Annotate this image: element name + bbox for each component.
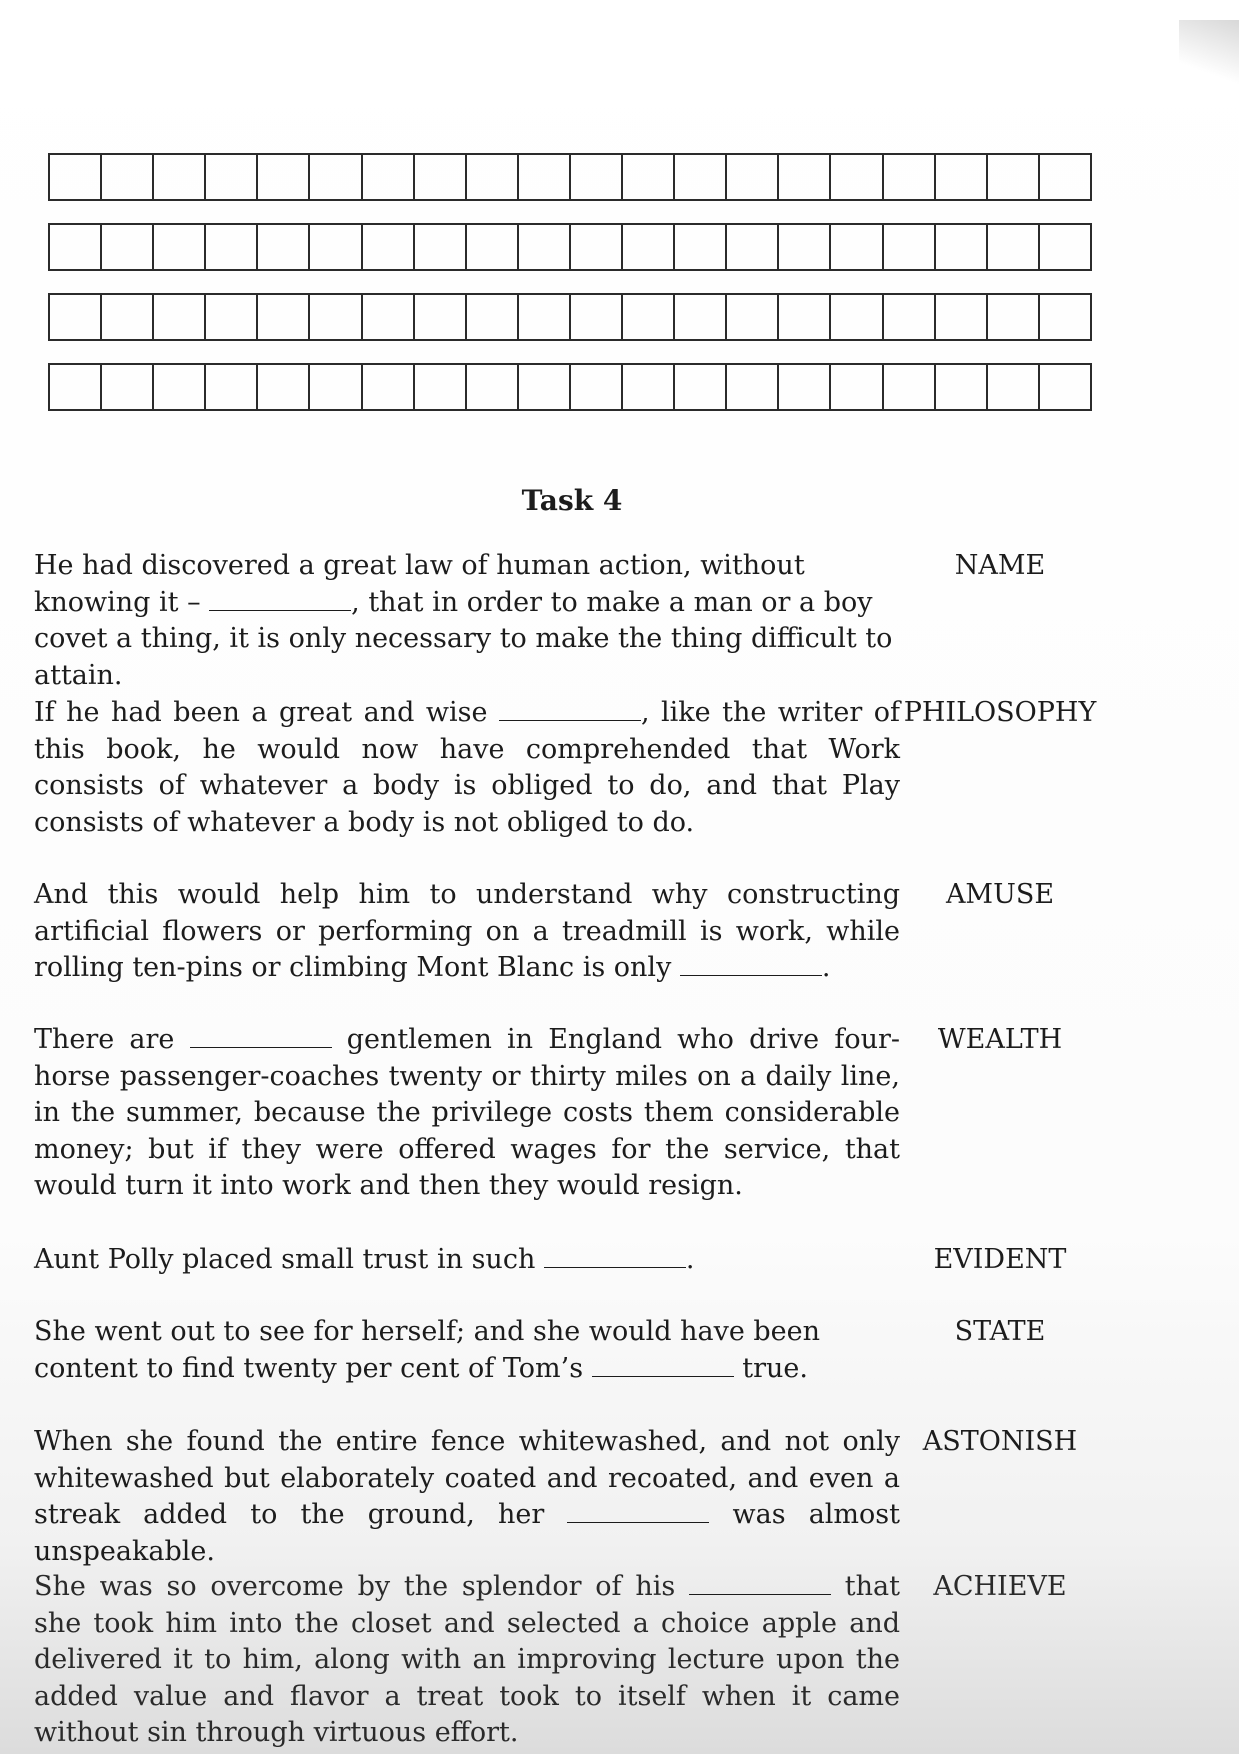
answer-grid-cell[interactable] bbox=[519, 225, 571, 269]
answer-blank[interactable] bbox=[544, 1243, 686, 1268]
answer-grid-row-2[interactable] bbox=[48, 223, 1092, 271]
answer-grid-cell[interactable] bbox=[884, 225, 936, 269]
answer-grid-cell[interactable] bbox=[936, 225, 988, 269]
answer-grid-cell[interactable] bbox=[779, 155, 831, 199]
answer-grid-cell[interactable] bbox=[363, 295, 415, 339]
answer-grid-row-3[interactable] bbox=[48, 293, 1092, 341]
answer-grid-cell[interactable] bbox=[102, 155, 154, 199]
answer-grid-cell[interactable] bbox=[623, 225, 675, 269]
answer-grid-cell[interactable] bbox=[467, 365, 519, 409]
stem-word: EVIDENT bbox=[933, 1244, 1067, 1275]
answer-blank[interactable] bbox=[680, 951, 822, 976]
answer-grid-cell[interactable] bbox=[154, 155, 206, 199]
stem-word: AMUSE bbox=[945, 879, 1055, 910]
answer-grid-cell[interactable] bbox=[310, 365, 362, 409]
answer-grid-cell[interactable] bbox=[206, 225, 258, 269]
answer-grid-cell[interactable] bbox=[884, 365, 936, 409]
answer-grid-cell[interactable] bbox=[519, 155, 571, 199]
answer-grid-cell[interactable] bbox=[1040, 225, 1090, 269]
answer-grid-cell[interactable] bbox=[623, 365, 675, 409]
answer-grid-cell[interactable] bbox=[102, 295, 154, 339]
answer-blank[interactable] bbox=[567, 1498, 709, 1523]
answer-grid-cell[interactable] bbox=[1040, 155, 1090, 199]
answer-grid-cell[interactable] bbox=[206, 295, 258, 339]
answer-grid-cell[interactable] bbox=[363, 365, 415, 409]
item-text: He had discovered a great law of human action, without knowing it – , that in order to make a man or a boy covet a thing, it is only necessary to make the thing difficult to attain. bbox=[34, 550, 893, 691]
answer-grid-cell[interactable] bbox=[988, 295, 1040, 339]
answer-grid-row-1[interactable] bbox=[48, 153, 1092, 201]
answer-grid-cell[interactable] bbox=[779, 295, 831, 339]
answer-grid-cell[interactable] bbox=[727, 365, 779, 409]
answer-grid-cell[interactable] bbox=[988, 225, 1040, 269]
answer-grid-cell[interactable] bbox=[936, 155, 988, 199]
answer-grid-cell[interactable] bbox=[571, 365, 623, 409]
stem-word: PHILOSOPHY bbox=[903, 697, 1097, 728]
answer-grid-cell[interactable] bbox=[363, 225, 415, 269]
answer-grid-cell[interactable] bbox=[467, 225, 519, 269]
answer-grid-cell[interactable] bbox=[727, 295, 779, 339]
answer-grid-cell[interactable] bbox=[727, 155, 779, 199]
answer-blank[interactable] bbox=[190, 1023, 332, 1048]
answer-grid-cell[interactable] bbox=[415, 365, 467, 409]
answer-grid-cell[interactable] bbox=[258, 155, 310, 199]
answer-grid-cell[interactable] bbox=[258, 225, 310, 269]
answer-grid-cell[interactable] bbox=[519, 365, 571, 409]
stem-word: ASTONISH bbox=[922, 1426, 1078, 1457]
item-text: She was so overcome by the splendor of his that she took him into the closet and selected a choice apple and delivered it to him, along with an improving lecture upon the added value and flavor a treat took to itself when it came without sin through virtuous effort. bbox=[34, 1571, 900, 1748]
answer-grid-cell[interactable] bbox=[206, 155, 258, 199]
item-text: When she found the entire fence whitewashed, and not only whitewashed but elaborately coated and recoated, and even a streak added to the ground, her was almost unspeakable. bbox=[34, 1426, 900, 1567]
answer-grid-cell[interactable] bbox=[154, 225, 206, 269]
answer-grid-cell[interactable] bbox=[467, 155, 519, 199]
answer-grid-cell[interactable] bbox=[50, 365, 102, 409]
answer-grid-cell[interactable] bbox=[831, 365, 883, 409]
answer-grid-cell[interactable] bbox=[50, 295, 102, 339]
answer-grid-cell[interactable] bbox=[50, 225, 102, 269]
answer-grid-cell[interactable] bbox=[779, 225, 831, 269]
item-text: She went out to see for herself; and she would have been content to find twenty per cent of Tom’s true. bbox=[34, 1316, 821, 1384]
stem-word: NAME bbox=[954, 550, 1046, 581]
item-text: There are gentlemen in England who drive four-horse passenger-coaches twenty or thirty miles on a daily line, in the summer, because the privilege costs them considerable money; but if they were offered wages for the service, that would turn it into work and then they would resign. bbox=[34, 1024, 900, 1201]
answer-grid-cell[interactable] bbox=[258, 365, 310, 409]
answer-grid-cell[interactable] bbox=[831, 225, 883, 269]
answer-grid-cell[interactable] bbox=[206, 365, 258, 409]
answer-grid-cell[interactable] bbox=[988, 365, 1040, 409]
answer-grid-cell[interactable] bbox=[415, 295, 467, 339]
answer-grid-cell[interactable] bbox=[258, 295, 310, 339]
stem-word: ACHIEVE bbox=[933, 1571, 1067, 1602]
answer-grid-cell[interactable] bbox=[102, 365, 154, 409]
answer-grid-cell[interactable] bbox=[50, 155, 102, 199]
answer-grid-cell[interactable] bbox=[988, 155, 1040, 199]
answer-grid-cell[interactable] bbox=[363, 155, 415, 199]
answer-grid-cell[interactable] bbox=[571, 225, 623, 269]
answer-grid-cell[interactable] bbox=[675, 295, 727, 339]
answer-blank[interactable] bbox=[499, 696, 641, 721]
answer-grid-cell[interactable] bbox=[415, 225, 467, 269]
answer-blank[interactable] bbox=[592, 1352, 734, 1377]
answer-grid-cell[interactable] bbox=[831, 295, 883, 339]
answer-grid-cell[interactable] bbox=[571, 295, 623, 339]
answer-grid-cell[interactable] bbox=[1040, 365, 1090, 409]
answer-grid-cell[interactable] bbox=[779, 365, 831, 409]
item-text: If he had been a great and wise , like the writer of this book, he would now have comprehended that Work consists of whatever a body is obliged to do, and that Play consists of whatever a body is not obliged to do. bbox=[34, 697, 900, 838]
task-title: Task 4 bbox=[521, 484, 623, 517]
answer-grid-cell[interactable] bbox=[675, 365, 727, 409]
answer-grid-cell[interactable] bbox=[310, 225, 362, 269]
answer-grid-cell[interactable] bbox=[415, 155, 467, 199]
answer-grid-cell[interactable] bbox=[675, 225, 727, 269]
answer-grid-cell[interactable] bbox=[831, 155, 883, 199]
answer-grid-cell[interactable] bbox=[623, 155, 675, 199]
answer-grid-cell[interactable] bbox=[519, 295, 571, 339]
answer-grid-cell[interactable] bbox=[154, 365, 206, 409]
answer-grid-cell[interactable] bbox=[727, 225, 779, 269]
answer-grid-cell[interactable] bbox=[310, 155, 362, 199]
answer-blank[interactable] bbox=[209, 586, 351, 611]
stem-word: WEALTH bbox=[937, 1024, 1063, 1055]
scan-shadow bbox=[1179, 20, 1239, 90]
item-text: Aunt Polly placed small trust in such . bbox=[34, 1244, 695, 1275]
answer-grid-cell[interactable] bbox=[675, 155, 727, 199]
item-text: And this would help him to understand why constructing artificial flowers or performing on a treadmill is work, while rolling ten-pins or climbing Mont Blanc is only . bbox=[34, 879, 900, 983]
answer-grid-cell[interactable] bbox=[467, 295, 519, 339]
answer-grid-cell[interactable] bbox=[623, 295, 675, 339]
answer-grid-cell[interactable] bbox=[884, 295, 936, 339]
answer-grid-cell[interactable] bbox=[884, 155, 936, 199]
answer-blank[interactable] bbox=[689, 1570, 831, 1595]
answer-grid-cell[interactable] bbox=[936, 365, 988, 409]
answer-grid-row-4[interactable] bbox=[48, 363, 1092, 411]
answer-grid-cell[interactable] bbox=[154, 295, 206, 339]
answer-grid-cell[interactable] bbox=[102, 225, 154, 269]
answer-grid-cell[interactable] bbox=[936, 295, 988, 339]
stem-word: STATE bbox=[954, 1316, 1046, 1347]
answer-grid-cell[interactable] bbox=[571, 155, 623, 199]
answer-grid-cell[interactable] bbox=[1040, 295, 1090, 339]
answer-grid-cell[interactable] bbox=[310, 295, 362, 339]
